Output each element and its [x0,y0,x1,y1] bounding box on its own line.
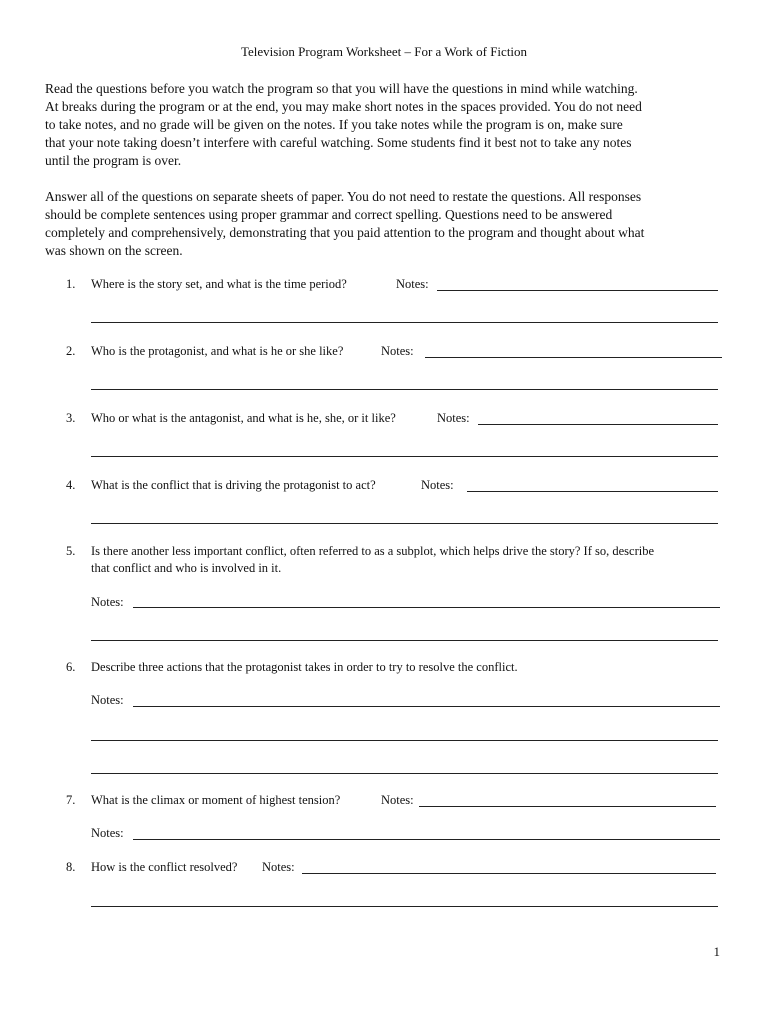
question-text: Who or what is the antagonist, and what is he, she, or it like? [91,411,396,425]
question-number: 3. [66,411,76,425]
notes-line[interactable] [91,773,718,774]
instructions-line: completely and comprehensively, demonstrating that you paid attention to the program and thought about what [45,225,645,240]
question-number: 5. [66,544,76,558]
notes-line[interactable] [91,640,718,641]
page-number: 1 [713,944,720,959]
notes-line[interactable] [91,906,718,907]
notes-label: Notes: [91,826,124,840]
question-number: 2. [66,344,76,358]
notes-line[interactable] [437,290,718,291]
instructions-line: Answer all of the questions on separate sheets of paper. You do not need to restate the questions. All responses [45,189,642,204]
notes-line[interactable] [478,424,718,425]
question-text: How is the conflict resolved? [91,860,238,874]
instructions-line: should be complete sentences using proper grammar and correct spelling. Questions need to be answered [45,207,613,222]
notes-line[interactable] [425,357,722,358]
notes-label: Notes: [262,860,295,874]
notes-line[interactable] [91,322,718,323]
intro-line: to take notes, and no grade will be given on the notes. If you take notes while the program is on, make sure [45,117,623,132]
question-text: Who is the protagonist, and what is he or she like? [91,344,344,358]
intro-line: that your note taking doesn’t interfere with careful watching. Some students find it best not to take any notes [45,135,632,150]
notes-line[interactable] [467,491,718,492]
question-text: What is the climax or moment of highest tension? [91,793,341,807]
notes-label: Notes: [421,478,454,492]
question-number: 6. [66,660,76,674]
notes-label: Notes: [437,411,470,425]
question-number: 1. [66,277,76,291]
page-title: Television Program Worksheet – For a Work of Fiction [240,44,528,59]
notes-line[interactable] [91,456,718,457]
notes-label: Notes: [396,277,429,291]
instructions-line: was shown on the screen. [45,243,183,258]
notes-line[interactable] [133,607,720,608]
notes-line[interactable] [91,740,718,741]
notes-label: Notes: [91,595,124,609]
question-number: 7. [66,793,76,807]
question-number: 4. [66,478,76,492]
notes-line[interactable] [91,523,718,524]
notes-line[interactable] [133,706,720,707]
question-text: Is there another less important conflict, often referred to as a subplot, which helps drive the story? If so, describe [91,544,655,558]
intro-paragraph [45,80,725,170]
notes-line[interactable] [133,839,720,840]
notes-line[interactable] [419,806,716,807]
intro-line: Read the questions before you watch the program so that you will have the questions in mind while watching. [45,81,638,96]
intro-line: until the program is over. [45,153,182,168]
notes-label: Notes: [381,793,414,807]
notes-line[interactable] [91,389,718,390]
notes-line[interactable] [302,873,716,874]
question-text: Describe three actions that the protagonist takes in order to try to resolve the conflict. [91,660,518,674]
intro-line: At breaks during the program or at the end, you may make short notes in the spaces provided. You do not need [45,99,642,114]
question-text: Where is the story set, and what is the time period? [91,277,347,291]
notes-label: Notes: [381,344,414,358]
question-text-continued: that conflict and who is involved in it. [91,561,282,575]
question-text: What is the conflict that is driving the protagonist to act? [91,478,376,492]
question-number: 8. [66,860,76,874]
instructions-paragraph [45,188,725,260]
notes-label: Notes: [91,693,124,707]
